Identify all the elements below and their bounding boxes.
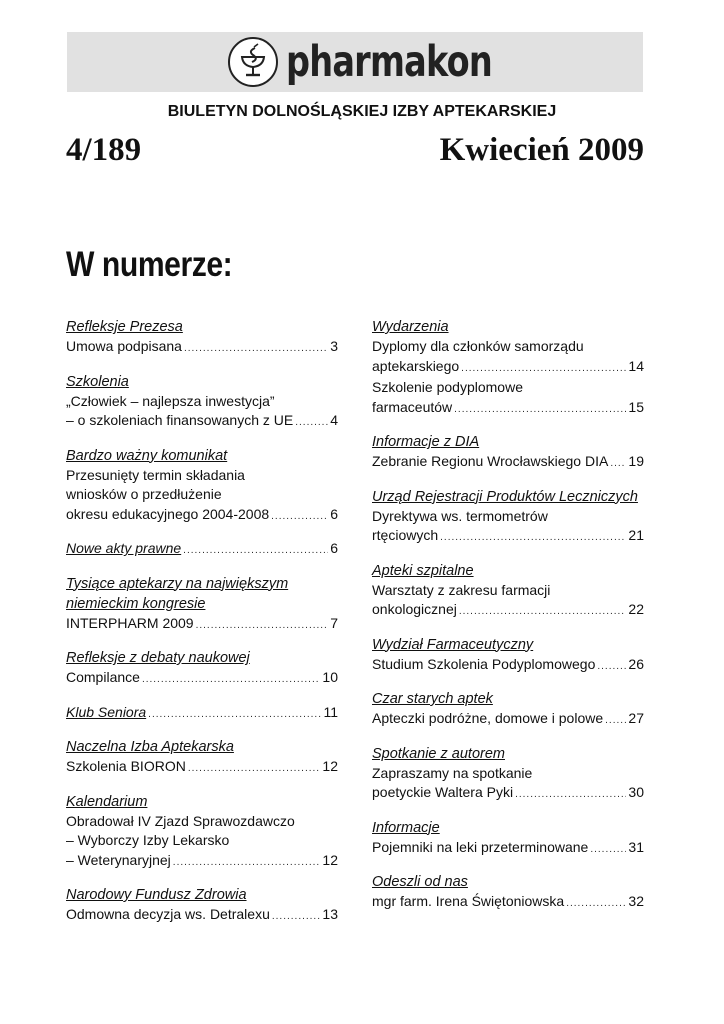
- toc-section: [66, 574, 338, 636]
- toc-entry[interactable]: [66, 411, 338, 433]
- toc-section: [66, 372, 338, 433]
- toc-section: [66, 885, 338, 927]
- toc-section: [66, 792, 338, 873]
- toc-section-title[interactable]: Wydział Farmaceutyczny: [372, 636, 534, 653]
- dot-leader: [459, 602, 627, 622]
- toc-entry-line: Dyplomy dla członków samorządu: [372, 338, 584, 354]
- toc-entry[interactable]: [66, 668, 338, 690]
- page-number: 13: [322, 906, 338, 922]
- toc-entry[interactable]: [372, 783, 644, 805]
- page-number: 11: [323, 703, 338, 720]
- toc-entry-text: aptekarskiego: [372, 357, 460, 374]
- dot-leader: [148, 705, 321, 725]
- dot-leader: [440, 528, 626, 548]
- page-number: 21: [628, 527, 644, 543]
- dot-leader: [173, 853, 321, 873]
- toc-entry-line: Zapraszamy na spotkanie: [372, 764, 533, 781]
- toc-entry[interactable]: [66, 757, 338, 779]
- toc-section: [66, 648, 338, 690]
- toc-section-title[interactable]: [66, 539, 338, 561]
- toc-entry-text: poetyckie Waltera Pyki: [372, 784, 514, 800]
- toc-section-title[interactable]: [66, 703, 338, 725]
- toc-entry-line: wniosków o przedłużenie: [66, 486, 222, 502]
- toc-entry-text: Apteczki podróżne, domowe i polowe: [372, 710, 604, 726]
- toc-entry-text: Klub Seniora: [66, 703, 147, 720]
- toc-section-title[interactable]: Czar starych aptek: [372, 691, 493, 707]
- page-number: 22: [628, 601, 644, 617]
- caduceus-bowl-icon: [228, 37, 278, 87]
- toc-entry[interactable]: [66, 851, 338, 873]
- toc-entry-line: Obradował IV Zjazd Sprawozdawczo: [66, 812, 295, 829]
- toc-section: [372, 432, 644, 474]
- dot-leader: [184, 339, 328, 359]
- toc-section-title[interactable]: Szkolenia: [66, 373, 129, 390]
- toc-section: [66, 737, 338, 779]
- bulletin-subtitle: BIULETYN DOLNOŚLĄSKIEJ IZBY APTEKARSKIEJ: [167, 103, 557, 120]
- page-number: 14: [628, 357, 644, 374]
- toc-section-title[interactable]: Spotkanie z autorem: [372, 745, 505, 762]
- dot-leader: [454, 400, 626, 420]
- toc-entry[interactable]: [372, 892, 644, 914]
- dot-leader: [610, 454, 626, 474]
- page-number: 27: [628, 710, 644, 726]
- toc-entry-text: – Weterynaryjnej: [66, 851, 171, 868]
- toc-section-title[interactable]: Informacje: [372, 819, 440, 836]
- toc-entry[interactable]: [372, 398, 644, 420]
- toc-entry-text: Nowe akty prawne: [66, 540, 182, 556]
- logo-wordmark: pharmakon: [286, 37, 492, 87]
- page-number: 7: [330, 614, 338, 631]
- toc-entry-text: Studium Szkolenia Podyplomowego: [372, 655, 596, 672]
- toc-section-title[interactable]: Odeszli od nas: [372, 874, 468, 890]
- page-number: 4: [330, 412, 338, 428]
- toc-entry[interactable]: [372, 838, 644, 860]
- toc-section: [372, 317, 644, 419]
- toc-entry[interactable]: [66, 505, 338, 527]
- toc-entry-line: „Człowiek – najlepsza inwestycja”: [66, 392, 275, 409]
- toc-entry-line: Przesunięty termin składania: [66, 466, 245, 483]
- page-number: 12: [322, 758, 338, 774]
- toc-entry[interactable]: [66, 614, 338, 636]
- toc-section-title[interactable]: Refleksje Prezesa: [66, 319, 183, 335]
- dot-leader: [566, 894, 626, 914]
- page-number: 19: [628, 453, 644, 469]
- page-number: 32: [628, 893, 644, 909]
- toc-section: [372, 744, 644, 805]
- toc-entry-line: – Wyborczy Izby Lekarsko: [66, 832, 230, 848]
- toc-section: [66, 703, 338, 725]
- page-number: 6: [330, 540, 338, 556]
- page-number: 12: [322, 851, 338, 868]
- page-number: 10: [322, 669, 338, 685]
- toc-entry[interactable]: [372, 600, 644, 622]
- toc-column-right: [372, 317, 644, 927]
- page-number: 3: [330, 338, 338, 354]
- toc-section-title[interactable]: Wydarzenia: [372, 319, 449, 335]
- toc-entry[interactable]: [372, 452, 644, 474]
- toc-entry-text: Zebranie Regionu Wrocławskiego DIA: [372, 453, 609, 469]
- toc-entry-text: onkologicznej: [372, 601, 457, 617]
- toc-entry[interactable]: [372, 709, 644, 731]
- issue-row: [66, 132, 644, 169]
- toc-entry[interactable]: [66, 905, 338, 927]
- toc-entry-text: okresu edukacyjnego 2004-2008: [66, 505, 270, 522]
- toc-entry-text: Szkolenia BIORON: [66, 758, 186, 774]
- page-number: 6: [330, 505, 338, 522]
- toc-entry[interactable]: [372, 357, 644, 379]
- toc-entry-text: Umowa podpisana: [66, 338, 182, 354]
- toc-heading: W numerze:: [66, 245, 233, 284]
- toc-entry-text: Odmowna decyzja ws. Detralexu: [66, 906, 270, 922]
- toc-entry[interactable]: [372, 526, 644, 548]
- toc-section-title[interactable]: niemieckim kongresie: [66, 595, 206, 612]
- toc-entry[interactable]: [66, 337, 338, 359]
- toc-section-title[interactable]: Informacje z DIA: [372, 434, 480, 450]
- dot-leader: [295, 413, 328, 433]
- dot-leader: [271, 507, 328, 527]
- toc-section-title[interactable]: Naczelna Izba Aptekarska: [66, 739, 234, 755]
- dot-leader: [188, 759, 321, 779]
- dot-leader: [196, 616, 329, 636]
- toc-section-title[interactable]: Bardzo ważny komunikat: [66, 447, 228, 464]
- dot-leader: [605, 711, 626, 731]
- toc-section-title[interactable]: Urząd Rejestracji Produktów Leczniczych: [372, 488, 638, 505]
- toc-section: [372, 635, 644, 677]
- page-number: 26: [628, 655, 644, 672]
- toc-section: [66, 539, 338, 561]
- toc-entry-text: Pojemniki na leki przeterminowane: [372, 838, 589, 855]
- dot-leader: [515, 785, 626, 805]
- toc-section: [66, 446, 338, 527]
- toc-column-left: [66, 317, 338, 940]
- logo: [228, 36, 550, 88]
- toc-section: [372, 561, 644, 622]
- toc-section: [66, 317, 338, 359]
- dot-leader: [142, 670, 320, 690]
- issue-number: 4/189: [66, 132, 142, 168]
- toc-entry-text: INTERPHARM 2009: [66, 614, 194, 631]
- toc-entry-text: – o szkoleniach finansowanych z UE: [66, 412, 294, 428]
- toc-section: [372, 818, 644, 860]
- toc-entry-line: Szkolenie podyplomowe: [372, 379, 523, 395]
- toc-entry-line: Warsztaty z zakresu farmacji: [372, 581, 551, 598]
- toc-entry[interactable]: [372, 655, 644, 677]
- toc-entry-text: farmaceutów: [372, 398, 453, 415]
- dot-leader: [590, 840, 626, 860]
- dot-leader: [183, 541, 328, 561]
- dot-leader: [461, 359, 626, 379]
- toc-section-title[interactable]: Refleksje z debaty naukowej: [66, 650, 250, 666]
- dot-leader: [272, 907, 321, 927]
- toc-section: [372, 689, 644, 731]
- page-number: 30: [628, 784, 644, 800]
- toc-section-title[interactable]: Narodowy Fundusz Zdrowia: [66, 887, 247, 903]
- issue-date: Kwiecień 2009: [439, 132, 644, 168]
- toc-section-title[interactable]: Tysiące aptekarzy na największym: [66, 575, 289, 592]
- toc-section: [372, 487, 644, 548]
- dot-leader: [597, 657, 626, 677]
- toc-section: [372, 872, 644, 914]
- toc-entry-text: mgr farm. Irena Świętoniowska: [372, 893, 565, 909]
- toc-entry-text: rtęciowych: [372, 527, 439, 543]
- toc-entry-line: Dyrektywa ws. termometrów: [372, 507, 548, 524]
- page-number: 15: [628, 398, 644, 415]
- page-number: 31: [628, 838, 644, 855]
- toc-section-title[interactable]: Kalendarium: [66, 793, 148, 810]
- toc-section-title[interactable]: Apteki szpitalne: [372, 562, 474, 579]
- toc-entry-text: Compilance: [66, 669, 140, 685]
